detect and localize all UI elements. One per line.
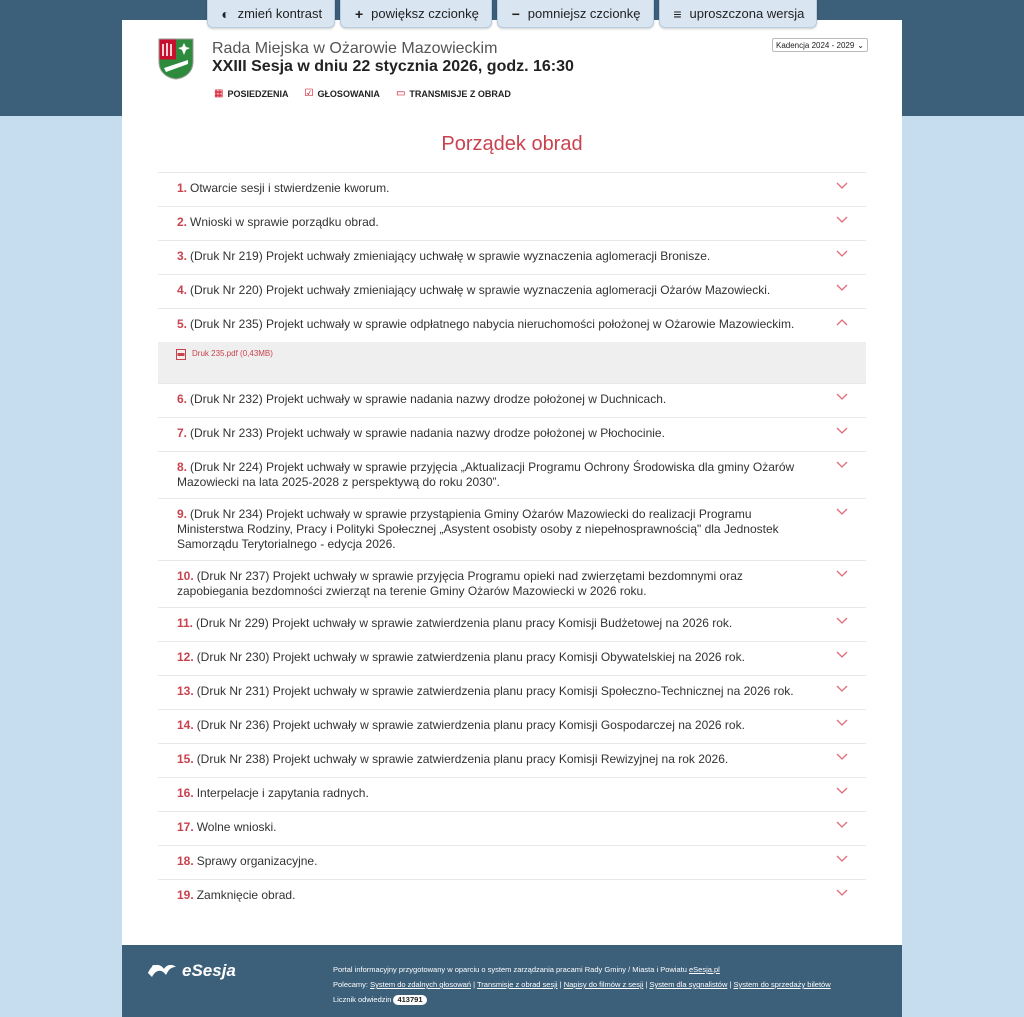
agenda-item-text: (Druk Nr 224) Projekt uchwały w sprawie przyjęcia „Aktualizacji Programu Ochrony Środowiska dla gminy Ożarów Mazowiecki na lata 2025-2028 z perspektywą do roku 2030”. — [177, 460, 795, 489]
agenda-item-number: 12. — [177, 650, 194, 664]
agenda-item-text: (Druk Nr 236) Projekt uchwały w sprawie zatwierdzenia planu pracy Komisji Gospodarczej na 2026 rok. — [196, 718, 745, 732]
accessibility-bar — [0, 0, 1024, 28]
chevron-down-icon[interactable] — [836, 787, 848, 795]
agenda-item-number: 8. — [177, 460, 188, 474]
pdf-file-icon — [176, 349, 186, 360]
visit-counter: 413791 — [393, 995, 426, 1005]
agenda-item[interactable] — [158, 451, 866, 498]
agenda-item-number: 7. — [177, 426, 188, 440]
page-header — [158, 38, 868, 118]
agenda-item[interactable] — [158, 777, 866, 811]
term-select[interactable]: Kadencja 2024 - 2029 ⌄ — [772, 38, 868, 52]
agenda-item[interactable] — [158, 709, 866, 743]
chevron-down-icon[interactable] — [836, 685, 848, 693]
coat-of-arms-logo — [158, 38, 194, 80]
agenda-item-number: 3. — [177, 249, 188, 263]
page-title: Porządek obrad — [441, 133, 583, 155]
agenda-item-text: (Druk Nr 219) Projekt uchwały zmieniający uchwałę w sprawie wyznaczenia aglomeracji Bronisze. — [190, 249, 711, 263]
chevron-down-icon[interactable] — [836, 284, 848, 292]
contrast-button[interactable]: ◐ zmień kontrast — [207, 0, 336, 28]
nav-broadcasts[interactable]: ▭ TRANSMISJE Z OBRAD — [395, 88, 511, 99]
footer-link[interactable]: System do zdalnych głosowań — [370, 980, 471, 989]
agenda-item[interactable] — [158, 240, 866, 274]
agenda-item-text: (Druk Nr 238) Projekt uchwały w sprawie zatwierdzenia planu pracy Komisji Rewizyjnej na rok 2026. — [196, 752, 729, 766]
footer-text: Portal informacyjny przygotowany w oparciu o system zarządzania pracami Rady Gminy / Miasta i Powiatu eSesja.pl Polecamy: System do zdalnych głosowań | Transmisje z obrad sesji | Napisy do filmów z sesji | System dla sygnalistów | System do sprzedaży biletów Licznik odwiedzin 413791 — [333, 965, 831, 1004]
agenda-item[interactable] — [158, 607, 866, 641]
agenda-item-text: Wolne wnioski. — [196, 820, 277, 834]
nav-sessions[interactable]: ▦ POSIEDZENIA — [214, 88, 289, 99]
agenda-item[interactable] — [158, 641, 866, 675]
agenda-item-number: 14. — [177, 718, 194, 732]
chevron-down-icon[interactable] — [836, 617, 848, 625]
chevron-down-icon[interactable] — [836, 508, 848, 516]
agenda-item-text: Wnioski w sprawie porządku obrad. — [190, 215, 379, 229]
calendar-icon: ▦ — [214, 88, 224, 99]
simplified-version-button[interactable]: ≡ uproszczona wersja — [659, 0, 818, 28]
main-nav — [214, 88, 511, 99]
chevron-down-icon[interactable] — [836, 393, 848, 401]
agenda-item[interactable] — [158, 675, 866, 709]
agenda-item-text: (Druk Nr 233) Projekt uchwały w sprawie nadania nazwy drodze położonej w Płochocinie. — [190, 426, 665, 440]
agenda-item-number: 18. — [177, 854, 194, 868]
chevron-down-icon[interactable] — [836, 216, 848, 224]
chevron-down-icon[interactable] — [836, 889, 848, 897]
checkbox-icon: ☑ — [304, 88, 314, 99]
agenda-item-number: 13. — [177, 684, 194, 698]
agenda-item[interactable] — [158, 498, 866, 560]
agenda-item-text: Sprawy organizacyjne. — [196, 854, 318, 868]
main-container — [122, 20, 902, 1017]
agenda-item-text: (Druk Nr 229) Projekt uchwały w sprawie zatwierdzenia planu pracy Komisji Budżetowej na 2026 rok. — [196, 616, 733, 630]
agenda-item[interactable] — [158, 206, 866, 240]
agenda-item-number: 2. — [177, 215, 188, 229]
video-camera-icon: ▭ — [395, 88, 406, 99]
footer-link[interactable]: System do sprzedaży biletów — [733, 980, 831, 989]
agenda-item-text: Interpelacje i zapytania radnych. — [196, 786, 369, 800]
agenda-item-text: (Druk Nr 232) Projekt uchwały w sprawie nadania nazwy drodze położonej w Duchnicach. — [190, 392, 667, 406]
esesja-link[interactable]: eSesja.pl — [688, 965, 720, 974]
chevron-down-icon[interactable] — [836, 570, 848, 578]
agenda-item-text: (Druk Nr 230) Projekt uchwały w sprawie zatwierdzenia planu pracy Komisji Obywatelskiej na 2026 rok. — [196, 650, 745, 664]
chevron-down-icon[interactable] — [836, 250, 848, 258]
agenda-item-text: (Druk Nr 235) Projekt uchwały w sprawie odpłatnego nabycia nieruchomości położonej w Ożarowie Mazowieckim. — [190, 317, 795, 331]
council-name: Rada Miejska w Ożarowie Mazowieckim — [212, 40, 498, 57]
footer-link[interactable]: Transmisje z obrad sesji — [476, 980, 558, 989]
agenda-item-text: (Druk Nr 237) Projekt uchwały w sprawie przyjęcia Programu opieki nad zwierzętami bezdomnymi oraz zapobiegania bezdomności zwierząt na terenie Gminy Ożarów Mazowiecki w 2026 roku. — [177, 569, 743, 598]
agenda-item-text: Otwarcie sesji i stwierdzenie kworum. — [190, 181, 390, 195]
session-title: XXIII Sesja w dniu 22 stycznia 2026, godz. 16:30 — [212, 58, 574, 75]
agenda-item-number: 17. — [177, 820, 194, 834]
agenda-item[interactable] — [158, 172, 866, 206]
agenda-item[interactable] — [158, 308, 866, 342]
agenda-item-number: 4. — [177, 283, 188, 297]
agenda-item-number: 19. — [177, 888, 194, 902]
agenda-item[interactable] — [158, 417, 866, 451]
footer-link[interactable]: System dla sygnalistów — [649, 980, 728, 989]
contrast-icon: ◐ — [221, 5, 230, 22]
plus-icon: + — [355, 5, 364, 22]
chevron-down-icon[interactable] — [836, 753, 848, 761]
agenda-item[interactable] — [158, 879, 866, 913]
chevron-down-icon[interactable] — [836, 461, 848, 469]
menu-icon: ≡ — [673, 5, 682, 22]
agenda-item-number: 16. — [177, 786, 194, 800]
shrink-font-button[interactable]: − pomniejsz czcionkę — [497, 0, 654, 28]
agenda-item-number: 11. — [177, 616, 194, 630]
agenda-item-number: 5. — [177, 317, 188, 331]
agenda-item[interactable] — [158, 743, 866, 777]
chevron-down-icon[interactable] — [836, 821, 848, 829]
agenda-item-text: Zamknięcie obrad. — [196, 888, 296, 902]
chevron-down-icon: ⌄ — [857, 40, 864, 50]
chevron-down-icon[interactable] — [836, 719, 848, 727]
agenda-item-number: 15. — [177, 752, 194, 766]
enlarge-font-button[interactable]: + powiększ czcionkę — [340, 0, 492, 28]
footer — [122, 945, 902, 1017]
agenda-item-number: 9. — [177, 507, 188, 521]
agenda-item[interactable] — [158, 811, 866, 845]
chevron-up-icon[interactable] — [836, 318, 848, 326]
agenda-item-number: 1. — [177, 181, 188, 195]
esesja-logo-icon — [146, 961, 178, 981]
footer-link[interactable]: Napisy do filmów z sesji — [563, 980, 644, 989]
nav-votes[interactable]: ☑ GŁOSOWANIA — [304, 88, 380, 99]
agenda-item[interactable] — [158, 560, 866, 607]
minus-icon: − — [511, 5, 520, 22]
agenda-item-text: (Druk Nr 231) Projekt uchwały w sprawie zatwierdzenia planu pracy Komisji Społeczno-Technicznej na 2026 rok. — [196, 684, 794, 698]
chevron-down-icon[interactable] — [836, 855, 848, 863]
chevron-down-icon[interactable] — [836, 182, 848, 190]
chevron-down-icon[interactable] — [836, 651, 848, 659]
esesja-logo[interactable]: eSesja — [146, 961, 236, 981]
attachment-panel — [158, 342, 866, 383]
attachment-link[interactable]: Druk 235.pdf (0,43MB) — [192, 349, 273, 358]
agenda-item-number: 10. — [177, 569, 194, 583]
agenda-item[interactable] — [158, 845, 866, 879]
agenda-item-text: (Druk Nr 234) Projekt uchwały w sprawie przystąpienia Gminy Ożarów Mazowiecki do realizacji Programu Ministerstwa Rodziny, Pracy i Polityki Społecznej „Asystent osobisty osoby z niepełnosprawnością" dla Jednostek Samorządu Terytorialnego - edycja 2026. — [177, 507, 779, 551]
agenda-item-number: 6. — [177, 392, 188, 406]
chevron-down-icon[interactable] — [836, 427, 848, 435]
agenda-list — [158, 172, 866, 913]
agenda-item-text: (Druk Nr 220) Projekt uchwały zmieniający uchwałę w sprawie wyznaczenia aglomeracji Ożarów Mazowiecki. — [190, 283, 771, 297]
agenda-item[interactable] — [158, 383, 866, 417]
agenda-item[interactable] — [158, 274, 866, 308]
